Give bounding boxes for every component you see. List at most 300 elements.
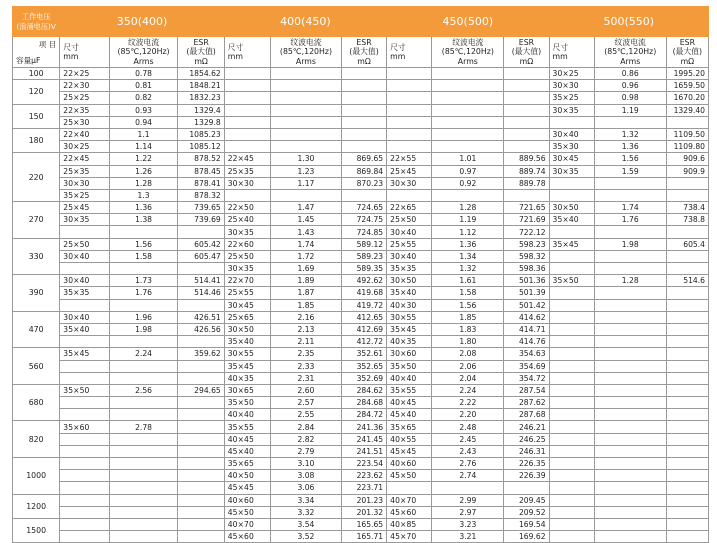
- esr-cell: 889.56: [504, 153, 549, 165]
- ripple-header-unit: Arms: [295, 56, 316, 66]
- ripple-current-cell: [109, 470, 178, 482]
- item-label: 项 目: [38, 40, 57, 49]
- ripple-current-cell: 0.86: [594, 68, 666, 80]
- table-row: [13, 250, 709, 262]
- table-row: [13, 397, 709, 409]
- esr-cell: 169.54: [504, 518, 549, 530]
- working-voltage-label: 工作电压: [21, 11, 51, 21]
- ripple-current-cell: 2.20: [432, 409, 504, 421]
- size-cell: 35×40: [224, 336, 270, 348]
- esr-cell: [178, 433, 224, 445]
- ripple-current-cell: 1.96: [109, 311, 178, 323]
- esr-cell: 1670.20: [666, 92, 708, 104]
- esr-cell: [666, 384, 708, 396]
- esr-cell: 514.46: [178, 287, 224, 299]
- size-cell: 30×45: [549, 153, 594, 165]
- capacitance-cell: 820: [13, 421, 60, 458]
- esr-cell: 223.62: [341, 470, 386, 482]
- ripple-current-cell: 2.06: [432, 360, 504, 372]
- size-cell: 35×45: [60, 348, 109, 360]
- capacitance-cell: 470: [13, 311, 60, 348]
- size-cell: 22×30: [60, 80, 109, 92]
- size-cell: [224, 141, 270, 153]
- ripple-current-cell: 2.45: [432, 433, 504, 445]
- size-cell: 35×30: [549, 141, 594, 153]
- esr-cell: 241.36: [341, 421, 386, 433]
- size-cell: 45×60: [224, 531, 270, 543]
- ripple-current-cell: 2.43: [432, 445, 504, 457]
- size-cell: [549, 372, 594, 384]
- ripple-current-cell: [594, 458, 666, 470]
- table-row: [13, 189, 709, 201]
- table-row: [13, 80, 709, 92]
- esr-cell: [504, 128, 549, 140]
- size-cell: [549, 348, 594, 360]
- ripple-current-header: [594, 37, 666, 68]
- table-row: [13, 263, 709, 275]
- size-cell: [549, 518, 594, 530]
- size-header: [224, 37, 270, 68]
- esr-cell: 724.65: [341, 202, 386, 214]
- size-cell: 40×60: [224, 494, 270, 506]
- esr-cell: [666, 470, 708, 482]
- ripple-current-cell: 1.36: [432, 238, 504, 250]
- ripple-current-cell: [594, 323, 666, 335]
- esr-cell: 501.36: [504, 275, 549, 287]
- ripple-current-cell: 1.98: [109, 323, 178, 335]
- ripple-current-cell: 2.60: [270, 384, 341, 396]
- size-cell: 22×50: [224, 202, 270, 214]
- size-cell: 45×50: [224, 506, 270, 518]
- size-cell: [549, 397, 594, 409]
- size-header-label: 尺寸: [552, 42, 569, 52]
- table-row: [13, 226, 709, 238]
- esr-cell: 294.65: [178, 384, 224, 396]
- ripple-current-cell: [432, 128, 504, 140]
- ripple-current-cell: [594, 299, 666, 311]
- ripple-current-cell: [594, 311, 666, 323]
- size-cell: 35×40: [60, 323, 109, 335]
- ripple-current-cell: 1.36: [109, 202, 178, 214]
- capacitance-cell: 560: [13, 348, 60, 385]
- esr-cell: 226.35: [504, 458, 549, 470]
- ripple-current-cell: [594, 518, 666, 530]
- esr-cell: [178, 336, 224, 348]
- table-row: [13, 518, 709, 530]
- esr-cell: 1085.12: [178, 141, 224, 153]
- size-cell: 40×45: [224, 433, 270, 445]
- ripple-current-cell: 0.93: [109, 104, 178, 116]
- ripple-current-cell: 3.52: [270, 531, 341, 543]
- esr-cell: [341, 189, 386, 201]
- ripple-current-cell: 1.30: [270, 153, 341, 165]
- table-row: [13, 214, 709, 226]
- esr-cell: 412.69: [341, 323, 386, 335]
- ripple-current-cell: [432, 80, 504, 92]
- ripple-current-cell: 1.3: [109, 189, 178, 201]
- ripple-current-cell: [594, 421, 666, 433]
- esr-cell: 426.56: [178, 323, 224, 335]
- ripple-current-cell: [594, 494, 666, 506]
- size-cell: [549, 409, 594, 421]
- esr-cell: 889.78: [504, 177, 549, 189]
- ripple-current-cell: 1.38: [109, 214, 178, 226]
- size-cell: 22×65: [387, 202, 432, 214]
- capacitance-cell: 390: [13, 275, 60, 312]
- table-row: [13, 299, 709, 311]
- ripple-current-cell: [594, 397, 666, 409]
- ripple-current-cell: 3.08: [270, 470, 341, 482]
- size-cell: 30×40: [60, 275, 109, 287]
- size-cell: 40×45: [387, 397, 432, 409]
- ripple-current-cell: 2.08: [432, 348, 504, 360]
- size-cell: 25×50: [60, 238, 109, 250]
- esr-cell: 605.4: [666, 238, 708, 250]
- capacitance-cell: 100: [13, 68, 60, 80]
- size-cell: 35×25: [549, 92, 594, 104]
- ripple-current-cell: 0.94: [109, 116, 178, 128]
- esr-cell: [341, 104, 386, 116]
- esr-cell: [666, 482, 708, 494]
- size-cell: 35×35: [387, 263, 432, 275]
- esr-cell: 721.65: [504, 202, 549, 214]
- size-cell: 25×55: [224, 287, 270, 299]
- size-cell: [549, 177, 594, 189]
- ripple-current-cell: 1.26: [109, 165, 178, 177]
- ripple-current-cell: [432, 141, 504, 153]
- size-cell: 30×55: [224, 348, 270, 360]
- esr-header-qualifier: (最大值): [511, 47, 542, 57]
- esr-header-unit: mΩ: [680, 56, 695, 66]
- size-cell: 40×35: [387, 336, 432, 348]
- esr-header-unit: mΩ: [357, 56, 371, 66]
- ripple-current-cell: [109, 409, 178, 421]
- ripple-current-cell: 1.56: [109, 238, 178, 250]
- esr-header-label: ESR: [193, 37, 209, 47]
- size-cell: [549, 458, 594, 470]
- ripple-current-cell: [270, 189, 341, 201]
- ripple-current-cell: 1.28: [432, 202, 504, 214]
- ripple-current-cell: 1.28: [594, 275, 666, 287]
- size-cell: 30×60: [387, 348, 432, 360]
- esr-cell: 352.69: [341, 372, 386, 384]
- size-cell: 30×40: [387, 226, 432, 238]
- size-cell: [224, 116, 270, 128]
- size-cell: 35×45: [224, 360, 270, 372]
- size-cell: [387, 116, 432, 128]
- size-cell: 45×50: [387, 470, 432, 482]
- size-header-label: 尺寸: [227, 42, 244, 52]
- size-cell: 40×60: [387, 458, 432, 470]
- size-header-unit: mm: [63, 52, 79, 61]
- esr-cell: 287.54: [504, 384, 549, 396]
- voltage-header-350: 350(400): [60, 7, 224, 37]
- esr-cell: 739.65: [178, 202, 224, 214]
- ripple-current-cell: 1.14: [109, 141, 178, 153]
- ripple-current-cell: 1.47: [270, 202, 341, 214]
- ripple-current-cell: [594, 482, 666, 494]
- ripple-current-cell: 1.22: [109, 153, 178, 165]
- esr-cell: 287.68: [504, 409, 549, 421]
- esr-cell: 878.32: [178, 189, 224, 201]
- size-cell: 35×50: [387, 360, 432, 372]
- esr-cell: [666, 397, 708, 409]
- esr-cell: 738.4: [666, 202, 708, 214]
- ripple-current-cell: [109, 397, 178, 409]
- esr-cell: [666, 433, 708, 445]
- size-cell: 35×50: [224, 397, 270, 409]
- ripple-current-cell: 1.34: [432, 250, 504, 262]
- table-row: [13, 348, 709, 360]
- voltage-header-500: 500(550): [549, 7, 708, 37]
- esr-cell: 738.8: [666, 214, 708, 226]
- ripple-current-cell: [270, 141, 341, 153]
- esr-cell: 909.9: [666, 165, 708, 177]
- ripple-current-cell: 3.32: [270, 506, 341, 518]
- ripple-header-unit: Arms: [457, 56, 478, 66]
- ripple-current-cell: [594, 506, 666, 518]
- size-cell: [60, 397, 109, 409]
- esr-cell: [178, 458, 224, 470]
- capacitance-cell: 680: [13, 384, 60, 421]
- table-row: [13, 433, 709, 445]
- size-cell: [549, 336, 594, 348]
- size-cell: 35×45: [387, 323, 432, 335]
- capacitance-cell: 270: [13, 202, 60, 239]
- ripple-current-cell: 1.87: [270, 287, 341, 299]
- esr-header-unit: mΩ: [194, 56, 208, 66]
- esr-cell: 1085.23: [178, 128, 224, 140]
- ripple-current-cell: 1.73: [109, 275, 178, 287]
- ripple-header-condition: (85℃,120Hz): [604, 47, 657, 57]
- esr-cell: 598.32: [504, 250, 549, 262]
- ripple-current-cell: 1.74: [270, 238, 341, 250]
- size-cell: [549, 531, 594, 543]
- ripple-current-cell: 1.74: [594, 202, 666, 214]
- size-header: [387, 37, 432, 68]
- esr-cell: 1832.23: [178, 92, 224, 104]
- size-cell: 25×30: [60, 116, 109, 128]
- size-cell: 30×50: [387, 275, 432, 287]
- ripple-current-cell: 2.57: [270, 397, 341, 409]
- esr-cell: 201.23: [341, 494, 386, 506]
- ripple-header-label: 纹波电流: [127, 37, 160, 47]
- ripple-header-label: 纹波电流: [452, 37, 484, 47]
- ripple-current-cell: 2.22: [432, 397, 504, 409]
- size-cell: 45×40: [387, 409, 432, 421]
- capacitance-cell: 330: [13, 238, 60, 275]
- size-cell: 30×45: [224, 299, 270, 311]
- size-header-label: 尺寸: [390, 42, 406, 52]
- esr-cell: 889.74: [504, 165, 549, 177]
- size-cell: [224, 80, 270, 92]
- esr-cell: [178, 494, 224, 506]
- esr-cell: 721.69: [504, 214, 549, 226]
- ripple-header-label: 纹波电流: [290, 37, 322, 47]
- ripple-current-cell: [109, 299, 178, 311]
- esr-cell: 223.71: [341, 482, 386, 494]
- esr-cell: 246.21: [504, 421, 549, 433]
- ripple-current-cell: [109, 372, 178, 384]
- spec-table-container: [12, 6, 709, 543]
- esr-cell: [178, 299, 224, 311]
- ripple-current-cell: 0.98: [594, 92, 666, 104]
- ripple-current-cell: 2.33: [270, 360, 341, 372]
- table-row: [13, 287, 709, 299]
- size-cell: 45×60: [387, 506, 432, 518]
- esr-cell: 201.32: [341, 506, 386, 518]
- table-row: [13, 384, 709, 396]
- ripple-current-cell: [432, 116, 504, 128]
- size-cell: 40×50: [224, 470, 270, 482]
- voltage-header-400: 400(450): [224, 7, 386, 37]
- size-cell: 22×70: [224, 275, 270, 287]
- esr-cell: 1329.4: [178, 104, 224, 116]
- ripple-current-cell: [270, 128, 341, 140]
- size-cell: 30×50: [549, 202, 594, 214]
- ripple-current-cell: 1.89: [270, 275, 341, 287]
- esr-cell: 426.51: [178, 311, 224, 323]
- ripple-current-cell: 2.74: [432, 470, 504, 482]
- table-row: [13, 360, 709, 372]
- ripple-current-cell: [109, 360, 178, 372]
- size-cell: [549, 226, 594, 238]
- ripple-current-cell: 1.43: [270, 226, 341, 238]
- table-row: [13, 104, 709, 116]
- ripple-current-cell: 1.23: [270, 165, 341, 177]
- size-cell: [387, 68, 432, 80]
- ripple-current-cell: 1.19: [432, 214, 504, 226]
- esr-cell: 1329.40: [666, 104, 708, 116]
- ripple-current-cell: 3.10: [270, 458, 341, 470]
- ripple-current-cell: 1.28: [109, 177, 178, 189]
- ripple-current-cell: [594, 372, 666, 384]
- ripple-current-cell: 2.24: [432, 384, 504, 396]
- ripple-current-cell: [594, 287, 666, 299]
- table-row: [13, 470, 709, 482]
- table-row: [13, 421, 709, 433]
- ripple-current-cell: [270, 80, 341, 92]
- esr-cell: [178, 409, 224, 421]
- size-cell: [549, 250, 594, 262]
- esr-cell: 414.71: [504, 323, 549, 335]
- esr-cell: [504, 92, 549, 104]
- size-cell: [60, 360, 109, 372]
- esr-cell: 284.72: [341, 409, 386, 421]
- ripple-current-header: [109, 37, 178, 68]
- esr-cell: [666, 518, 708, 530]
- size-cell: [60, 531, 109, 543]
- size-cell: 35×60: [60, 421, 109, 433]
- ripple-header-condition: (85℃,120Hz): [441, 47, 494, 57]
- size-cell: [60, 458, 109, 470]
- esr-cell: 909.6: [666, 153, 708, 165]
- size-cell: 40×70: [387, 494, 432, 506]
- esr-cell: 412.65: [341, 311, 386, 323]
- ripple-current-cell: [109, 336, 178, 348]
- size-cell: 35×65: [387, 421, 432, 433]
- working-voltage-header: [13, 7, 60, 37]
- table-row: [13, 128, 709, 140]
- esr-cell: 165.71: [341, 531, 386, 543]
- ripple-current-cell: 1.1: [109, 128, 178, 140]
- size-cell: 30×25: [549, 68, 594, 80]
- esr-cell: 724.75: [341, 214, 386, 226]
- esr-cell: 1329.8: [178, 116, 224, 128]
- esr-cell: 589.35: [341, 263, 386, 275]
- size-cell: 25×35: [224, 165, 270, 177]
- size-cell: [549, 421, 594, 433]
- size-cell: [224, 104, 270, 116]
- ripple-header-condition: (85℃,120Hz): [117, 47, 170, 57]
- size-cell: 25×50: [224, 250, 270, 262]
- ripple-current-cell: 2.55: [270, 409, 341, 421]
- esr-cell: 605.42: [178, 238, 224, 250]
- ripple-current-cell: 2.31: [270, 372, 341, 384]
- size-cell: 40×35: [224, 372, 270, 384]
- esr-cell: 246.25: [504, 433, 549, 445]
- size-cell: [387, 104, 432, 116]
- size-cell: 35×55: [387, 384, 432, 396]
- esr-cell: [504, 116, 549, 128]
- ripple-current-cell: [432, 189, 504, 201]
- size-cell: 22×35: [60, 104, 109, 116]
- ripple-current-cell: [270, 104, 341, 116]
- ripple-current-cell: [109, 494, 178, 506]
- ripple-current-cell: [109, 518, 178, 530]
- esr-cell: [666, 226, 708, 238]
- esr-cell: [666, 360, 708, 372]
- ripple-current-cell: [109, 263, 178, 275]
- size-header-unit: mm: [390, 52, 406, 61]
- ripple-header-label: 纹波电流: [614, 37, 646, 47]
- table-row: [13, 311, 709, 323]
- esr-cell: 354.69: [504, 360, 549, 372]
- size-cell: [60, 506, 109, 518]
- ripple-current-cell: 3.34: [270, 494, 341, 506]
- esr-cell: 169.62: [504, 531, 549, 543]
- esr-cell: [341, 68, 386, 80]
- esr-cell: [666, 299, 708, 311]
- esr-cell: 514.6: [666, 275, 708, 287]
- size-cell: 22×40: [60, 128, 109, 140]
- ripple-current-cell: 2.79: [270, 445, 341, 457]
- capacitance-cell: 1500: [13, 518, 60, 542]
- size-cell: [549, 445, 594, 457]
- ripple-current-cell: [594, 250, 666, 262]
- size-cell: 35×55: [224, 421, 270, 433]
- capacitance-cell: 120: [13, 80, 60, 104]
- esr-cell: [666, 250, 708, 262]
- capacitance-cell: 1000: [13, 458, 60, 495]
- esr-header-qualifier: (最大值): [349, 47, 379, 57]
- ripple-current-cell: 2.78: [109, 421, 178, 433]
- ripple-current-cell: 1.17: [270, 177, 341, 189]
- esr-cell: 284.62: [341, 384, 386, 396]
- size-cell: 45×70: [387, 531, 432, 543]
- ripple-current-cell: [270, 92, 341, 104]
- table-row: [13, 116, 709, 128]
- size-cell: 22×45: [224, 153, 270, 165]
- ripple-current-cell: [109, 506, 178, 518]
- esr-header: [341, 37, 386, 68]
- ripple-current-cell: 2.13: [270, 323, 341, 335]
- ripple-current-cell: [432, 92, 504, 104]
- esr-cell: [178, 421, 224, 433]
- size-cell: 22×45: [60, 153, 109, 165]
- esr-cell: [504, 80, 549, 92]
- ripple-current-cell: [594, 336, 666, 348]
